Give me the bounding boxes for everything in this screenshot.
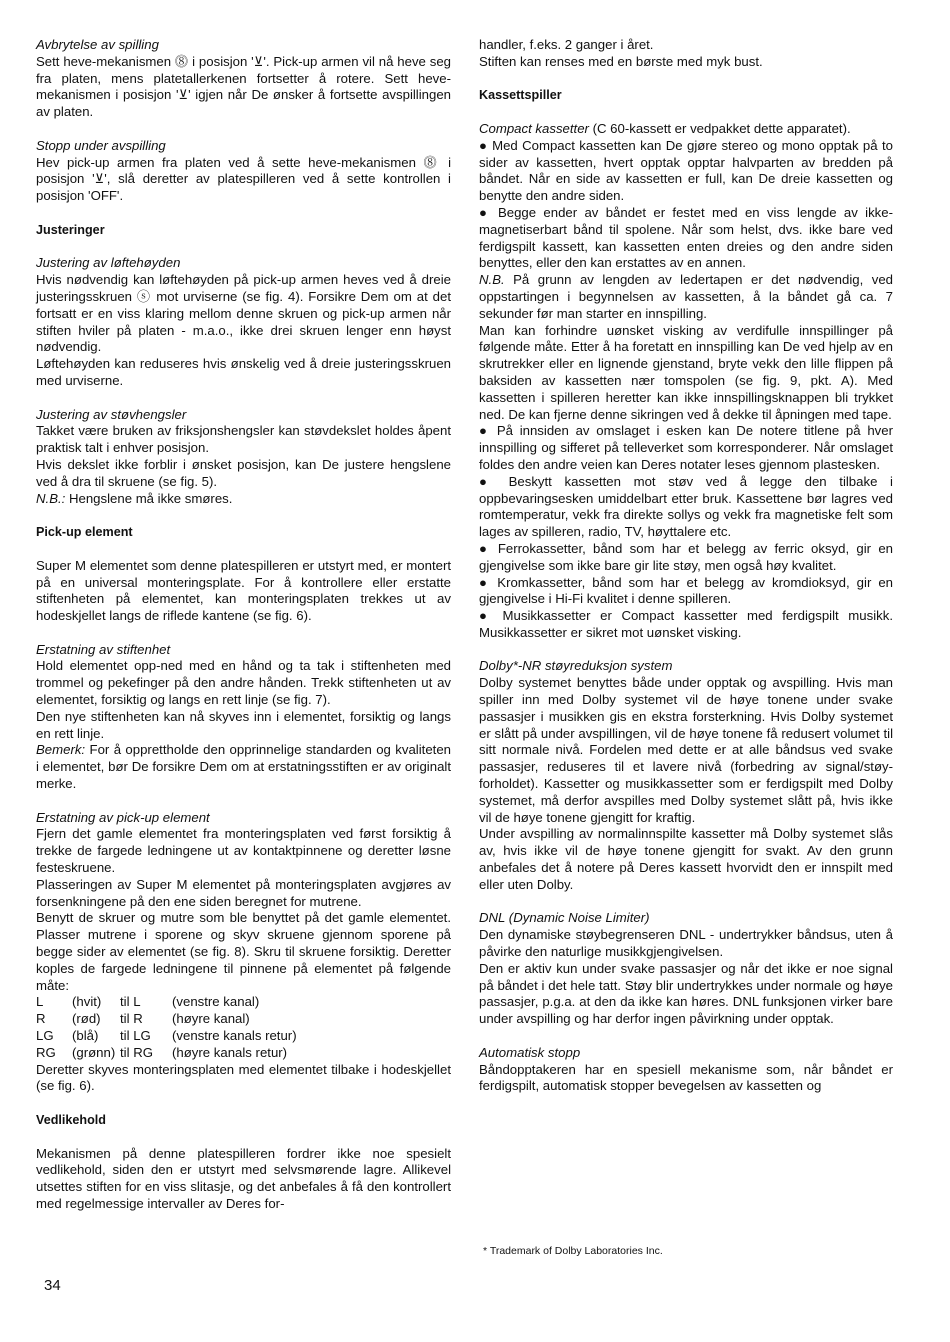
- paragraph: Sett heve-mekanismen ⓼ i posisjon '⊻'. Pick-up armen vil nå heve seg fra platen, mens platetallerkenen fortsetter å rotere. Sett heve-mekanismen i posisjon '⊻' igjen når De ønsker å fortsette avspillingen av platen.: [36, 53, 451, 120]
- paragraph: Løftehøyden kan reduseres hvis ønskelig ved å dreie justeringsskruen med urviserne.: [36, 356, 451, 388]
- note-text: Hengslene må ikke smøres.: [65, 490, 233, 506]
- paragraph: Under avspilling av normalinnspilte kassetter må Dolby systemet slås av, hvis ikke vil de høye tonene gjengitt for svakt. Av den grunn anbefales det å notere på Deres kassett hvorvidt den er innspilt med eller uten Dolby.: [479, 826, 893, 892]
- paragraph: handler, f.eks. 2 ganger i året.: [479, 37, 654, 52]
- paragraph: Båndopptakeren har en spesiell mekanisme som, når båndet er ferdigspilt, automatisk stopper bevegelsen av kassetten og: [479, 1061, 893, 1094]
- section-title-element: Erstatning av pick-up element: [36, 809, 210, 825]
- paragraph: Fjern det gamle elementet fra monteringsplaten ved først forsiktig å trekke de fargede ledningene ut av kontaktpinnene og deretter løsne festeskruene.: [36, 826, 451, 876]
- footnote: * Trademark of Dolby Laboratories Inc.: [483, 1245, 663, 1257]
- channel-row: RG (grønn) til RG (høyre kanals retur): [36, 1044, 288, 1060]
- heading-kassettspiller: Kassettspiller: [479, 88, 562, 103]
- remark-text: For å opprettholde den opprinnelige standarden og kvaliteten i elementet, bør De forsikre Dem om at erstatningsstiften er av originalt merke.: [36, 742, 451, 792]
- paragraph: Hvis nødvendig kan løftehøyden på pick-up armen heves ved å dreie justeringsskruen ⓢ mot urviserne (se fig. 4). Forsikre Dem om at det fortsatt er en viss klaring mellom denne skruen og pick-up armen når stiften hviler på platen - m.a.o., ikke drei skruen lenger enn høyst nødvendig.: [36, 272, 451, 355]
- bullet-item: ● Beskytt kassetten mot støv ved å legge den tilbake i oppbevaringsesken umiddelbart etter bruk. Kassettene bør lagres ved romtemperatur, vekk fra direkte sollys og vekk fra magnetiske felt som lages av spilleren, radio, TV, høyttalere etc.: [479, 473, 893, 540]
- paragraph: Den er aktiv kun under svake passasjer og når det ikke er noe signal på båndet i det hele tatt. Støy blir undertrykkes under normale og høye passasjer, p.g.a. at den da ikke kan høres. DNL funksjonen virker bare under avspilling og har derfor ingen påvirkning under opptak.: [479, 960, 893, 1027]
- section-title-loft: Justering av løftehøyden: [36, 255, 181, 271]
- right-column: [479, 37, 893, 1095]
- section-title-stov: Justering av støvhengsler: [36, 406, 187, 422]
- page-number: 34: [44, 1277, 61, 1294]
- paragraph: Hvis dekslet ikke forblir i ønsket posisjon, kan De justere hengslene ved å dra til skruene (se fig. 5).: [36, 456, 451, 489]
- bullet-item: ● Begge ender av båndet er festet med en viss lengde av ikke-magnetiserbart bånd til spolene. Når som helst, dvs. ikke bare ved ferdigspilt kassett, kan kassetten enten dreies og den andre siden benyttes, eller den kan erstattes av en annen.: [479, 204, 893, 271]
- remark-label: Bemerk:: [36, 742, 86, 758]
- paragraph: Takket være bruken av friksjonshengsler kan støvdekslet holdes åpent praktisk talt i enhver posisjon.: [36, 423, 451, 456]
- paragraph: Hold elementet opp-ned med en hånd og ta tak i stiftenheten med trommel og pekefinger på den andre hånden. Trekk stiftenheten ut av elementet, forsiktig og langs en rett linje (se fig. 7).: [36, 658, 451, 708]
- heading-pickup: Pick-up element: [36, 525, 133, 540]
- note-label: N.B.:: [36, 490, 66, 506]
- section-title-avbrytelse: Avbrytelse av spilling: [36, 37, 159, 52]
- paragraph: Man kan forhindre uønsket visking av verdifulle innspillinger på følgende måte. Etter å ha foretatt en innspilling kan De ved hjelp av en skrutrekker eller en lignende gjenstand, bryte vekk den lille flippen på baksiden av kassetten nær tomspolen (se fig. 9, pkt. A). Med kassetten i spilleren heretter kan ikke innspillingsknappen bli trykket ned. De kan fjerne denne sikringen ved å dekke til åpningen med tape.: [479, 322, 893, 422]
- heading-vedlikehold: Vedlikehold: [36, 1113, 106, 1127]
- bullet-item: ● På innsiden av omslaget i esken kan De notere titlene på hver innspilling og sifferet på telleverket som korresponderer. Når omslaget foldes den andre veien kan Deres notater leses gjennom plastesken.: [479, 423, 893, 472]
- heading-justeringer: Justeringer: [36, 222, 105, 237]
- paragraph: Benytt de skruer og mutre som ble benyttet på det gamle elementet. Plasser mutrene i sporene og skyv skruene gjennom sporene på begge sider av elementet (se fig. 8). Skru til skruene forsiktig. Deretter koples de fargede ledningene til pinnene på elementet på følgende måte:: [36, 910, 451, 993]
- paragraph: Hev pick-up armen fra platen ved å sette heve-mekanismen ⓼ i posisjon '⊻', slå deretter av platespilleren ved å sette kontrollen i posisjon 'OFF'.: [36, 154, 451, 204]
- paragraph: Stiften kan renses med en børste med myk bust.: [479, 53, 763, 69]
- section-title-dolby: Dolby*-NR støyreduksjon system: [479, 658, 673, 674]
- section-title-compact: Compact kassetter (C 60-kassett er vedpakket dette apparatet).: [479, 120, 851, 136]
- section-title-stopp: Stopp under avspilling: [36, 137, 166, 153]
- bullet-item: ● Med Compact kassetten kan De gjøre stereo og mono opptak på to sider av kassetten, hvert opptak opptar halvparten av bredden på båndet. Når en side av kassetten er full, kan De dreie kassetten og benytte den andre siden.: [479, 137, 893, 204]
- paragraph: Den nye stiftenheten kan nå skyves inn i elementet, forsiktig og langs en rett linje.: [36, 708, 451, 741]
- note: [479, 272, 893, 322]
- channel-row: R (rød) til R (høyre kanal): [36, 1011, 250, 1027]
- remark: [36, 742, 451, 792]
- note-text: På grunn av lengden av ledertapen er det nødvendig, ved oppstartingen i begynnelsen av kassetten, å la båndet gå ca. 7 sekunder før man starter en innspilling.: [479, 272, 893, 321]
- paragraph: Dolby systemet benyttes både under opptak og avspilling. Hvis man spiller inn med Dolby systemet vil de høye tonene under svake passasjer i musikken gis en ekstra forsterkning. Hvis Dolby systemet er slått på under avspillingen, vil de høye tonene få redusert volumet til sitt normale nivå. Fordelen med dette er at alle båndsus ved svake passasjer, reduseres til et lavere nivå (forbedring av signal/støy-forholdet). Kassetter og musikkassetter som er ferdigspilt med Dolby systemet, må derfor avspilles med Dolby systemet slått på, hvis ikke vil de høye tonene gjengitt for kraftig.: [479, 675, 893, 825]
- paragraph: Mekanismen på denne platespilleren fordrer ikke noe spesielt vedlikehold, siden den er utstyrt med selvsmørende lagre. Allikevel utsettes stiften for en viss slitasje, og det anbefales å få den kontrollert med regelmessige intervaller av Deres for-: [36, 1145, 451, 1211]
- channel-row: L (hvit) til L (venstre kanal): [36, 994, 260, 1010]
- paragraph: Plasseringen av Super M elementet på monteringsplaten avgjøres av forsenkningene på den ene siden beregnet for mutrene.: [36, 876, 451, 909]
- left-column: [36, 37, 451, 1213]
- section-title-auto: Automatisk stopp: [479, 1044, 581, 1060]
- paragraph: Den dynamiske støybegrenseren DNL - undertrykker båndsus, uten å påvirke den naturlige musikkgjengivelsen.: [479, 927, 893, 960]
- paragraph: Super M elementet som denne platespilleren er utstyrt med, er montert på en universal monteringsplate. For å kontrollere eller erstatte stiftenheten på elementet, kan monteringsplaten trekkes ut av hodeskjellet langs de riflede kantene (se fig. 6).: [36, 557, 451, 624]
- note-label: N.B.: [479, 272, 505, 288]
- paragraph: Deretter skyves monteringsplaten med elementet tilbake i hodeskjellet (se fig. 6).: [36, 1061, 451, 1094]
- bullet-item: ● Ferrokassetter, bånd som har et belegg av ferric oksyd, gir en gjengivelse som ikke bare gir lite støy, men også høy kvalitet.: [479, 540, 893, 573]
- bullet-item: ● Musikkassetter er Compact kassetter med ferdigspilt musikk. Musikkassetter er sikret mot uønsket visking.: [479, 608, 893, 640]
- bullet-item: ● Kromkassetter, bånd som har et belegg av kromdioksyd, gir en gjengivelse i Hi-Fi kvalitet i denne spilleren.: [479, 574, 893, 607]
- section-title-dnl: DNL (Dynamic Noise Limiter): [479, 910, 650, 926]
- section-title-stiften: Erstatning av stiftenhet: [36, 641, 171, 657]
- note: [36, 491, 451, 508]
- channel-row: LG (blå) til LG (venstre kanals retur): [36, 1028, 297, 1044]
